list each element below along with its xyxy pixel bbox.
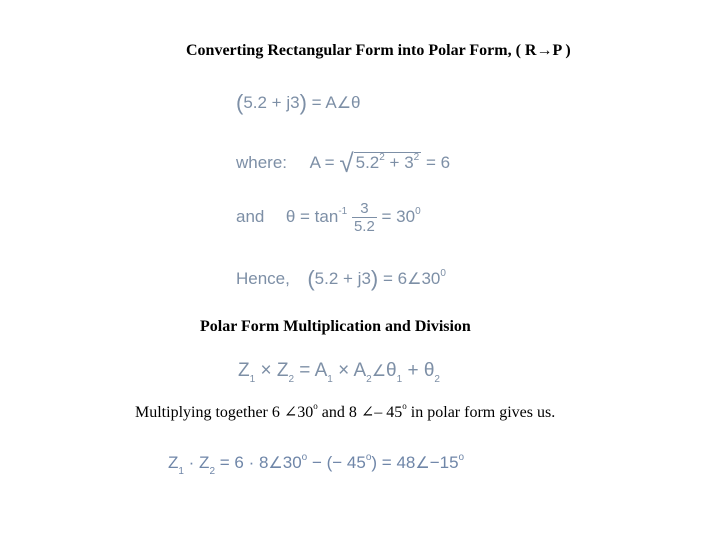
eq6-sub1: 1 <box>178 466 184 477</box>
eq1-inner: 5.2 + j3 <box>243 93 300 112</box>
eq5-eq: = A <box>294 360 328 381</box>
eq3-rhs: = 30 <box>376 206 416 226</box>
angle-symbol: ∠ <box>283 404 298 421</box>
eq6-v1: 30 <box>282 453 302 472</box>
equation-magnitude <box>236 148 450 179</box>
eq5-t2: 2 <box>434 374 440 385</box>
eq6-v2: −15 <box>429 453 459 472</box>
sentence-v1: 30 <box>297 404 314 421</box>
eq4-value: 30 <box>421 269 441 288</box>
paren-right: ) <box>299 90 307 115</box>
eq4-label: Hence, <box>236 269 290 288</box>
eq6-eq: = 6 · 8 <box>215 453 269 472</box>
radicand <box>354 152 422 172</box>
eq5-times2: × A <box>332 360 367 381</box>
eq4-inner: 5.2 + j3 <box>314 269 371 288</box>
angle-symbol: ∠ <box>268 455 283 472</box>
multiplication-sentence <box>135 401 555 422</box>
angle-symbol: ∠ <box>336 95 352 112</box>
eq1-rhs: = A <box>306 93 337 112</box>
eq4-degree: 0 <box>440 268 446 279</box>
sentence-v2: – 45 <box>374 404 403 421</box>
heading-rect-to-polar: Converting Rectangular Form into Polar Form, ( R→P ) <box>186 42 571 59</box>
equation-multiplication-result <box>168 452 464 477</box>
eq6-z: Z <box>168 453 179 472</box>
eq3-degree: 0 <box>415 205 421 217</box>
eq4-rhs: = 6 <box>378 269 408 288</box>
eq3-exponent: -1 <box>338 205 348 217</box>
eq6-dot: · Z <box>183 453 210 472</box>
eq5-t1: 1 <box>396 374 403 385</box>
paren-left: ( <box>236 90 244 115</box>
square-root-icon: √ <box>339 148 354 178</box>
eq2-a: 5.2 <box>355 153 380 172</box>
eq6-close: ) = 48 <box>371 453 416 472</box>
equation-multiplication-rule <box>238 360 440 385</box>
fraction-numerator: 3 <box>352 200 377 218</box>
fraction-denominator: 5.2 <box>353 218 375 235</box>
fraction <box>352 200 377 235</box>
eq5-theta: θ <box>386 360 397 381</box>
angle-symbol: ∠ <box>371 363 387 380</box>
angle-symbol: ∠ <box>415 455 430 472</box>
eq1-theta: θ <box>351 93 361 112</box>
eq5-sub1: 1 <box>249 374 256 385</box>
equation-result <box>236 266 446 292</box>
angle-symbol: ∠ <box>360 404 375 421</box>
sentence-deg2: o <box>402 401 407 411</box>
paren-left: ( <box>307 266 315 291</box>
eq6-deg2: o <box>365 452 372 463</box>
eq5-sub2: 2 <box>288 374 294 385</box>
eq5-a2: 2 <box>366 374 372 385</box>
angle-symbol: ∠ <box>407 271 422 288</box>
eq6-mid: − (− 45 <box>307 453 366 472</box>
eq3-lhs: θ = tan <box>285 206 339 226</box>
eq5-z: Z <box>238 360 250 381</box>
heading-polar-mult-div: Polar Form Multiplication and Division <box>200 318 471 335</box>
eq6-sub2: 2 <box>209 466 216 477</box>
eq3-label: and <box>236 206 265 226</box>
sentence-deg1: o <box>313 401 318 411</box>
eq5-a1: 1 <box>327 374 333 385</box>
equation-rect-form <box>236 90 361 116</box>
eq2-lhs: A = <box>309 153 340 172</box>
sentence-after: in polar form gives us. <box>406 404 556 421</box>
eq2-label: where: <box>236 153 288 172</box>
sentence-before: Multiplying together 6 <box>135 404 284 421</box>
eq6-deg3: o <box>458 452 465 463</box>
eq2-b-exponent: 2 <box>413 152 420 163</box>
paren-right: ) <box>370 266 379 291</box>
eq2-plus: + 3 <box>384 153 414 172</box>
eq5-times: × Z <box>255 360 289 381</box>
eq6-deg1: o <box>301 452 308 463</box>
eq2-rhs: = 6 <box>421 153 451 172</box>
eq5-plus: + θ <box>402 360 435 381</box>
equation-angle <box>236 200 421 235</box>
eq2-a-exponent: 2 <box>379 152 385 163</box>
sentence-mid: and 8 <box>317 404 361 421</box>
